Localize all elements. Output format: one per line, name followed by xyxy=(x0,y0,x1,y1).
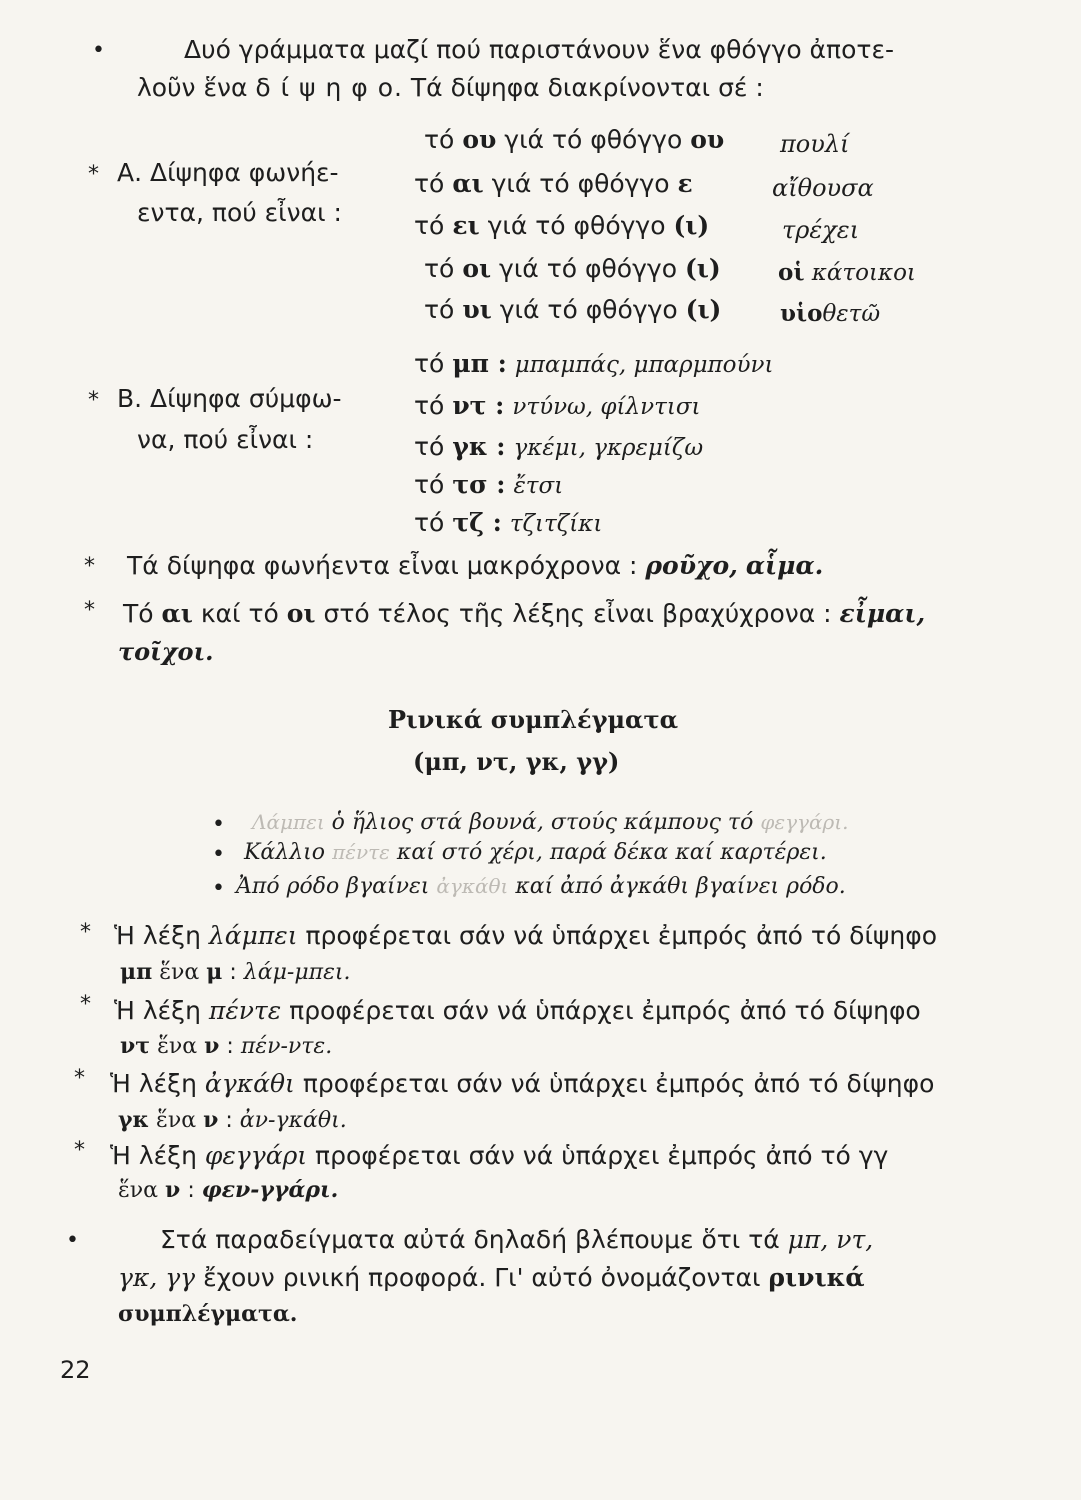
intro-line-1: Δυό γράμματα μαζί πού παριστάνουν ἕνα φθόγγο ἀποτε- xyxy=(184,35,894,64)
rule-4-line-1 xyxy=(110,1140,888,1172)
example-word: αἴθουσα xyxy=(772,174,874,202)
example-word: αἷμα. xyxy=(745,551,824,580)
rule-text: προφέρεται σάν νά ὑπάρχει ἐμπρός ἀπό τό γγ xyxy=(315,1141,889,1170)
rule-text: Ἡ λέξη xyxy=(114,996,201,1025)
example-word xyxy=(778,257,916,289)
rule-text: Ἡ λέξη xyxy=(110,1069,197,1098)
star-mark: * xyxy=(80,920,91,945)
colon: : xyxy=(226,1034,234,1059)
section-subheading: (μπ, ντ, γκ, γγ) xyxy=(413,747,620,776)
ghost-word: Λάμπει xyxy=(252,810,325,834)
digraph: ντ xyxy=(120,1033,151,1059)
rule-word: ἀγκάθι xyxy=(204,1069,295,1098)
note-long-vowels xyxy=(127,550,823,582)
digraph: γκ : xyxy=(452,432,506,461)
rule-text: Ἡ λέξη xyxy=(110,1141,197,1170)
section-b-label-2: να, πού εἶναι : xyxy=(137,425,314,454)
term-bold: ρινικά xyxy=(768,1263,865,1292)
proverb-3 xyxy=(236,870,846,903)
proverb-2 xyxy=(244,836,827,869)
rule-text: ἕνα xyxy=(156,1108,197,1133)
letter: ν xyxy=(203,1107,219,1133)
syllabification: πέν-ντε. xyxy=(240,1034,333,1059)
syllabification: λάμ-μπει. xyxy=(243,960,351,985)
digraph: αι xyxy=(452,169,484,198)
conclusion-line-2 xyxy=(118,1262,865,1294)
consonant-digraph-row xyxy=(414,469,563,502)
rule-text: ἕνα xyxy=(159,960,200,985)
star-mark: * xyxy=(74,1138,85,1163)
vowel-digraph-row xyxy=(414,210,709,242)
example-words: ἔτσι xyxy=(513,473,564,499)
intro-line-2a: λοῦν ἕνα xyxy=(137,73,248,102)
bullet-mark: • xyxy=(212,876,225,901)
row-prefix: τό xyxy=(414,432,445,461)
digraph: ει xyxy=(452,211,480,240)
syllabification: ἀν-γκάθι. xyxy=(239,1108,347,1133)
note-short-vowels xyxy=(123,598,925,630)
proverb-text: καί στό χέρι, παρά δέκα καί καρτέρει. xyxy=(396,840,827,865)
rule-3-line-2 xyxy=(118,1104,347,1137)
example-words: τζιτζίκι xyxy=(509,511,603,537)
row-middle: γιά τό φθόγγο xyxy=(487,211,666,240)
colon: : xyxy=(229,960,237,985)
sound: (ι) xyxy=(685,295,722,324)
row-prefix: τό xyxy=(414,470,445,499)
vowel-digraph-row xyxy=(424,124,724,156)
example-words: ντύνω, φίλντισι xyxy=(512,394,701,420)
rule-1-line-2 xyxy=(120,956,351,989)
digraph: οι xyxy=(286,599,316,628)
ghost-word: φεγγάρι. xyxy=(760,810,849,834)
digraph: μπ xyxy=(120,959,153,985)
digraph: αι xyxy=(161,599,193,628)
consonant-digraph-row xyxy=(414,390,701,423)
row-prefix: τό xyxy=(424,254,455,283)
example-word xyxy=(780,298,880,330)
note-text: καί τό xyxy=(200,599,279,628)
rule-1-line-1 xyxy=(114,920,937,952)
rule-text: προφέρεται σάν νά ὑπάρχει ἐμπρός ἀπό τό δίψηφο xyxy=(305,921,938,950)
note-text: στό τέλος τῆς λέξης εἶναι βραχύχρονα : xyxy=(323,599,832,628)
example-bold: υἱο xyxy=(780,300,823,327)
conclusion-term: συμπλέγματα. xyxy=(118,1301,298,1327)
conclusion-text: ἔχουν ρινική προφορά. Γι' αὐτό ὀνομάζονται xyxy=(203,1263,761,1292)
digraph: τσ : xyxy=(452,470,506,499)
syllabification: φεν-γγάρι. xyxy=(201,1177,339,1203)
rule-word: πέντε xyxy=(208,996,282,1025)
row-prefix: τό xyxy=(414,211,445,240)
bullet-mark: • xyxy=(212,812,225,837)
note-text: Τό xyxy=(123,599,154,628)
example-word: πουλί xyxy=(780,130,850,158)
example-word: τοῖχοι. xyxy=(118,637,214,666)
rule-word: φεγγάρι xyxy=(204,1141,308,1170)
row-prefix: τό xyxy=(414,508,445,537)
star-mark: * xyxy=(84,598,95,623)
row-middle: γιά τό φθόγγο xyxy=(491,169,670,198)
digraph: οι xyxy=(462,254,492,283)
digraph: ντ : xyxy=(452,391,505,420)
colon: : xyxy=(225,1108,233,1133)
consonant-digraph-row xyxy=(414,431,703,464)
sound: ου xyxy=(690,125,725,154)
digraph: υι xyxy=(462,295,492,324)
rule-text: προφέρεται σάν νά ὑπάρχει ἐμπρός ἀπό τό δίψηφο xyxy=(302,1069,935,1098)
proverb-text: Κάλλιο xyxy=(244,840,326,865)
section-b-label-1: Β. Δίψηφα σύμφω- xyxy=(117,384,342,413)
bullet-mark: • xyxy=(212,842,225,867)
rule-text: προφέρεται σάν νά ὑπάρχει ἐμπρός ἀπό τό δίψηφο xyxy=(289,996,921,1025)
ghost-word: ἀγκάθι xyxy=(436,874,509,898)
rule-2-line-1 xyxy=(114,995,921,1027)
sound: ε xyxy=(677,169,693,198)
section-a-label-1: Α. Δίψηφα φωνήε- xyxy=(117,158,339,187)
digraph: τζ : xyxy=(452,508,502,537)
intro-line-2c: Τά δίψηφα διακρίνονται σέ : xyxy=(410,73,764,102)
letter: ν xyxy=(165,1177,181,1203)
row-middle: γιά τό φθόγγο xyxy=(504,125,683,154)
example-word: τρέχει xyxy=(782,216,860,244)
digraph-list: μπ, ντ, xyxy=(787,1225,874,1254)
bullet-mark: • xyxy=(92,38,105,63)
rule-text: ἕνα xyxy=(157,1034,198,1059)
digraph: μπ : xyxy=(452,349,507,378)
row-middle: γιά τό φθόγγο xyxy=(499,254,677,283)
example-rest: κάτοικοι xyxy=(811,260,916,286)
conclusion-line-1 xyxy=(160,1224,873,1256)
example-words: γκέμι, γκρεμίζω xyxy=(513,435,704,461)
consonant-digraph-row xyxy=(414,507,602,540)
digraph: ου xyxy=(462,125,497,154)
conclusion-text: Στά παραδείγματα αὐτά δηλαδή βλέπουμε ὅτι τά xyxy=(160,1225,780,1254)
row-middle: γιά τό φθόγγο xyxy=(499,295,678,324)
sound: (ι) xyxy=(684,254,721,283)
vowel-digraph-row xyxy=(414,168,693,200)
section-a-label-2: εντα, πού εἶναι : xyxy=(137,198,342,227)
letter: ν xyxy=(204,1033,220,1059)
digraph: γκ xyxy=(118,1107,150,1133)
rule-4-line-2 xyxy=(118,1174,338,1207)
vowel-digraph-row xyxy=(424,253,721,285)
example-bold: οἱ xyxy=(778,259,805,286)
vowel-digraph-row xyxy=(424,294,721,326)
example-word: εἶμαι, xyxy=(839,599,926,628)
page-number: 22 xyxy=(60,1356,91,1384)
digraph-list: γκ, γγ xyxy=(118,1263,196,1292)
star-mark: * xyxy=(88,162,99,187)
example-rest: θετῶ xyxy=(822,301,881,327)
rule-text: Ἡ λέξη xyxy=(114,921,201,950)
ghost-word: πέντε xyxy=(332,840,390,864)
colon: : xyxy=(187,1178,195,1203)
proverb-1 xyxy=(252,806,848,839)
digraph-term: δ ί ψ η φ ο. xyxy=(255,73,403,102)
row-prefix: τό xyxy=(414,391,445,420)
star-mark: * xyxy=(84,554,95,579)
proverb-text: ὁ ἥλιος στά βουνά, στούς κάμπους τό xyxy=(331,810,754,835)
star-mark: * xyxy=(88,388,99,413)
letter: μ xyxy=(206,959,223,985)
rule-word: λάμπει xyxy=(208,921,298,950)
row-prefix: τό xyxy=(414,349,445,378)
row-prefix: τό xyxy=(424,125,455,154)
row-prefix: τό xyxy=(424,295,455,324)
bullet-mark: • xyxy=(66,1228,79,1253)
example-word: ροῦχο, xyxy=(645,551,738,580)
proverb-text: Ἀπό ρόδο βγαίνει xyxy=(236,874,430,899)
rule-2-line-2 xyxy=(120,1030,332,1063)
note-text: Τά δίψηφα φωνήεντα εἶναι μακρόχρονα : xyxy=(127,551,638,580)
consonant-digraph-row xyxy=(414,348,774,381)
star-mark: * xyxy=(74,1066,85,1091)
proverb-text: καί ἀπό ἀγκάθι βγαίνει ρόδο. xyxy=(515,874,846,899)
rule-3-line-1 xyxy=(110,1068,934,1100)
example-words: μπαμπάς, μπαρμπούνι xyxy=(514,352,774,378)
sound: (ι) xyxy=(673,211,710,240)
section-heading: Ρινικά συμπλέγματα xyxy=(388,705,679,734)
intro-line-2 xyxy=(137,72,764,104)
row-prefix: τό xyxy=(414,169,445,198)
rule-text: ἕνα xyxy=(118,1178,159,1203)
star-mark: * xyxy=(80,992,91,1017)
